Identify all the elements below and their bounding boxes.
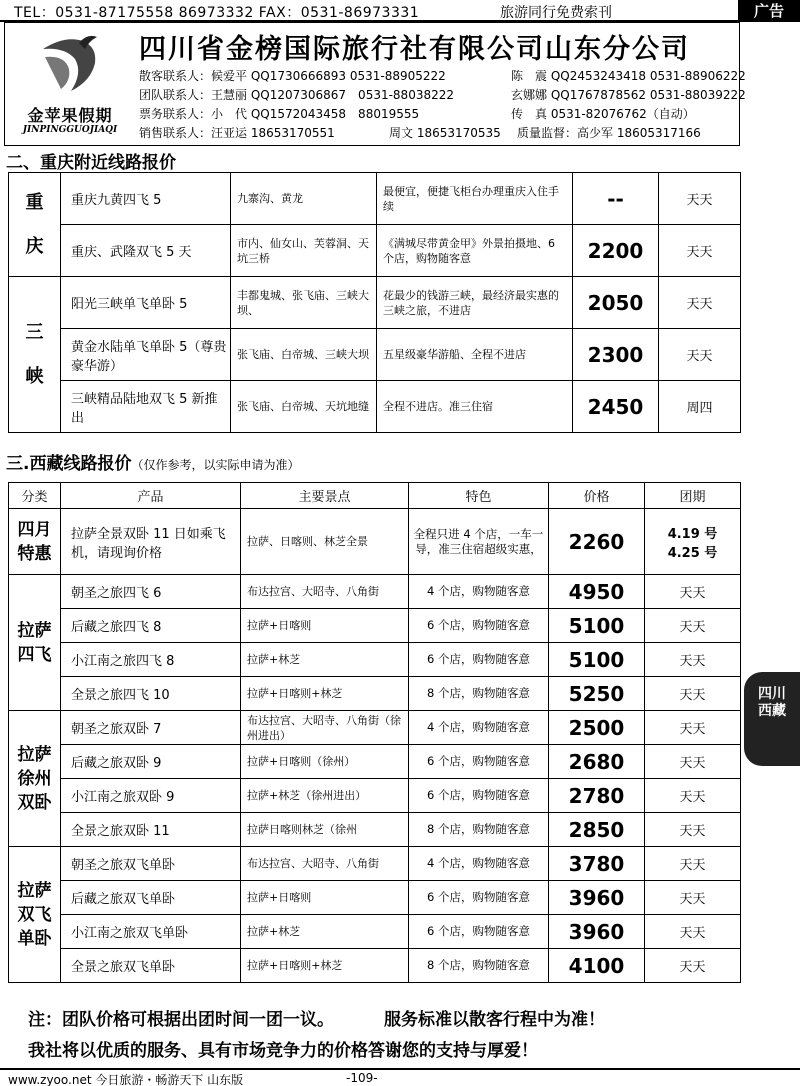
notes	[8, 1005, 740, 1061]
period-cell	[645, 509, 741, 575]
region-label: 拉萨	[17, 620, 52, 641]
feature-cell: 8 个店，购物随客意	[409, 949, 549, 983]
region-label: 徐州	[17, 768, 52, 789]
feature-cell: 4 个店，购物随客意	[409, 847, 549, 881]
contact-entry: 票务联系人：小 代 QQ1572043458 88019555	[139, 107, 420, 121]
tibet-price-table	[8, 482, 741, 983]
feature-cell: 《满城尽带黄金甲》外景拍摄地、6 个店，购物随客意	[377, 225, 573, 277]
contact-row	[139, 67, 746, 86]
top-bar	[0, 0, 800, 22]
region-cell	[9, 847, 61, 983]
spots-cell: 丰都鬼城、张飞庙、三峡大坝、	[231, 277, 377, 329]
period-cell: 天天	[659, 277, 741, 329]
company-header	[4, 22, 746, 146]
product-cell: 后藏之旅双飞单卧	[61, 881, 241, 915]
column-header: 价格	[549, 483, 645, 509]
product-cell: 全景之旅四飞 10	[61, 677, 241, 711]
period-date: 4.25 号	[667, 545, 718, 561]
spots-cell: 张飞庙、白帝城、天坑地缝	[231, 381, 377, 433]
logo-english: JINPINGGUOJIAQI	[22, 125, 118, 135]
contact-row	[139, 86, 746, 105]
period-date: 4.19 号	[667, 526, 718, 542]
table-row	[9, 745, 741, 779]
price-cell: 2260	[549, 509, 645, 575]
price-cell: 2780	[549, 779, 645, 813]
period-cell: 天天	[645, 609, 741, 643]
spots-cell: 拉萨、日喀则、林芝全景	[241, 509, 409, 575]
period-cell: 天天	[659, 329, 741, 381]
ad-badge: 广告	[738, 0, 800, 22]
feature-cell: 全程不进店。准三住宿	[377, 381, 573, 433]
period-cell: 天天	[645, 745, 741, 779]
table-row	[9, 677, 741, 711]
region-label: 双卧	[17, 792, 52, 813]
region-label: 三	[25, 321, 44, 343]
feature-cell: 8 个店，购物随客意	[409, 813, 549, 847]
price-cell: 3780	[549, 847, 645, 881]
price-cell: 2450	[573, 381, 659, 433]
spots-cell: 拉萨日喀则林芝（徐州	[241, 813, 409, 847]
contact-entry: 质量监督：高少军 18605317166	[517, 126, 701, 140]
note-service-standard: 服务标准以散客行程中为准！	[384, 1010, 605, 1030]
footer-site: www.zyoo.net 今日旅游・畅游天下 山东版	[8, 1073, 244, 1086]
table-row	[9, 915, 741, 949]
region-label: 重	[25, 191, 44, 213]
period-cell: 周四	[659, 381, 741, 433]
note-team-price: 注：团队价格可根据出团时间一团一议。	[28, 1010, 334, 1030]
contact-entry: 团队联系人：王慧丽 QQ1207306867 0531-88038222	[139, 88, 455, 102]
side-tab-line: 四川	[758, 686, 786, 702]
column-header: 特色	[409, 483, 549, 509]
product-cell: 小江南之旅双飞单卧	[61, 915, 241, 949]
region-label: 四飞	[17, 644, 52, 665]
region-label: 庆	[25, 235, 44, 257]
price-cell: 2300	[573, 329, 659, 381]
column-header: 主要景点	[241, 483, 409, 509]
region-label: 峡	[25, 365, 44, 387]
spots-cell: 市内、仙女山、芙蓉洞、天坑三桥	[231, 225, 377, 277]
table-row	[9, 329, 741, 381]
price-cell: 2050	[573, 277, 659, 329]
contact-row	[139, 124, 746, 143]
feature-cell: 6 个店，购物随客意	[409, 915, 549, 949]
contact-list	[139, 67, 746, 143]
price-cell: 2500	[549, 711, 645, 745]
product-cell: 重庆、武隆双飞 5 天	[61, 225, 231, 277]
product-cell: 朝圣之旅双卧 7	[61, 711, 241, 745]
region-cell	[9, 711, 61, 847]
feature-cell: 全程只进 4 个店，一车一导，准三住宿超级实惠，	[409, 509, 549, 575]
region-label: 四月	[17, 519, 52, 540]
section-chongqing-title: 二、重庆附近线路报价	[6, 153, 176, 173]
period-cell: 天天	[645, 643, 741, 677]
table-row-special	[9, 509, 741, 575]
column-header: 分类	[9, 483, 61, 509]
product-cell: 阳光三峡单飞单卧 5	[61, 277, 231, 329]
period-cell: 天天	[645, 813, 741, 847]
price-cell: 4100	[549, 949, 645, 983]
feature-cell: 五星级豪华游船、全程不进店	[377, 329, 573, 381]
price-cell: 3960	[549, 915, 645, 949]
side-tab-line: 西藏	[758, 703, 786, 719]
table-row	[9, 381, 741, 433]
product-cell: 黄金水陆单飞单卧 5（尊贵豪华游）	[61, 329, 231, 381]
region-label: 拉萨	[17, 744, 52, 765]
price-cell: 2680	[549, 745, 645, 779]
table-row	[9, 609, 741, 643]
chongqing-price-table	[8, 172, 741, 433]
feature-cell: 花最少的钱游三峡，最经济最实惠的三峡之旅，不进店	[377, 277, 573, 329]
logo	[11, 27, 129, 141]
spots-cell: 九寨沟、黄龙	[231, 173, 377, 225]
period-cell: 天天	[659, 173, 741, 225]
contact-entry: 散客联系人：候爱平 QQ1730666893 0531-88905222	[139, 69, 446, 83]
section-tibet-title	[6, 449, 299, 474]
product-cell: 拉萨全景双卧 11 日如乘飞机，请现询价格	[61, 509, 241, 575]
price-cell: 2200	[573, 225, 659, 277]
period-cell: 天天	[645, 915, 741, 949]
contact-entry: 传 真 0531-82076762（自动）	[511, 107, 695, 121]
product-cell: 三峡精品陆地双飞 5 新推出	[61, 381, 231, 433]
region-label: 单卧	[17, 928, 52, 949]
region-cell	[9, 173, 61, 277]
product-cell: 朝圣之旅双飞单卧	[61, 847, 241, 881]
feature-cell: 4 个店，购物随客意	[409, 711, 549, 745]
spots-cell: 拉萨+日喀则+林芝	[241, 949, 409, 983]
spots-cell: 拉萨+日喀则	[241, 609, 409, 643]
product-cell: 后藏之旅双卧 9	[61, 745, 241, 779]
feature-cell: 8 个店，购物随客意	[409, 677, 549, 711]
logo-chinese: 金苹果假期	[27, 106, 113, 125]
spots-cell: 拉萨+日喀则	[241, 881, 409, 915]
table-row	[9, 881, 741, 915]
region-label: 特惠	[17, 543, 52, 564]
spots-cell: 布达拉宫、大昭寺、八角街	[241, 847, 409, 881]
note-thanks: 我社将以优质的服务、具有市场竞争力的价格答谢您的支持与厚爱！	[28, 1041, 538, 1061]
product-cell: 小江南之旅双卧 9	[61, 779, 241, 813]
price-cell: 5250	[549, 677, 645, 711]
period-cell: 天天	[659, 225, 741, 277]
product-cell: 小江南之旅四飞 8	[61, 643, 241, 677]
region-cell	[9, 277, 61, 433]
column-header: 团期	[645, 483, 741, 509]
table-row	[9, 575, 741, 609]
spots-cell: 布达拉宫、大昭寺、八角街（徐州进出）	[241, 711, 409, 745]
contact-entry: 周文 18653170535	[389, 126, 501, 140]
column-header: 产品	[61, 483, 241, 509]
feature-cell: 6 个店，购物随客意	[409, 779, 549, 813]
feature-cell: 6 个店，购物随客意	[409, 745, 549, 779]
table-row	[9, 847, 741, 881]
region-cell	[9, 575, 61, 711]
period-cell: 天天	[645, 779, 741, 813]
price-cell: 2850	[549, 813, 645, 847]
price-cell: 5100	[549, 643, 645, 677]
table-row	[9, 813, 741, 847]
page-number: -109-	[346, 1071, 378, 1085]
feature-cell: 4 个店，购物随客意	[409, 575, 549, 609]
price-cell: --	[573, 173, 659, 225]
contact-entry: 玄娜娜 QQ1767878562 0531-88039222	[511, 88, 746, 102]
contact-row	[139, 105, 746, 124]
region-label: 拉萨	[17, 880, 52, 901]
table-row	[9, 711, 741, 745]
period-cell: 天天	[645, 881, 741, 915]
feature-cell: 6 个店，购物随客意	[409, 609, 549, 643]
section-tibet-note: （仅作参考，以实际申请为准）	[131, 458, 300, 472]
spots-cell: 拉萨+林芝（徐州进出）	[241, 779, 409, 813]
price-cell: 5100	[549, 609, 645, 643]
product-cell: 后藏之旅四飞 8	[61, 609, 241, 643]
region-label: 双飞	[17, 904, 52, 925]
period-cell: 天天	[645, 949, 741, 983]
table-row	[9, 225, 741, 277]
free-index-label: 旅游同行免费索刊	[500, 5, 612, 21]
feature-cell: 6 个店，购物随客意	[409, 643, 549, 677]
contact-entry: 陈 震 QQ2453243418 0531-88906222	[511, 69, 746, 83]
product-cell: 朝圣之旅四飞 6	[61, 575, 241, 609]
product-cell: 全景之旅双卧 11	[61, 813, 241, 847]
product-cell: 重庆九黄四飞 5	[61, 173, 231, 225]
table-row	[9, 949, 741, 983]
header-contact: TEL：0531-87175558 86973332 FAX：0531-86973331	[14, 5, 420, 21]
footer	[0, 1068, 800, 1086]
price-cell: 3960	[549, 881, 645, 915]
spots-cell: 布达拉宫、大昭寺、八角街	[241, 575, 409, 609]
bird-logo-icon	[35, 29, 105, 99]
feature-cell: 6 个店，购物随客意	[409, 881, 549, 915]
table-row	[9, 779, 741, 813]
table-row	[9, 643, 741, 677]
product-cell: 全景之旅双飞单卧	[61, 949, 241, 983]
side-tab-sichuan-tibet	[744, 672, 800, 766]
period-cell: 天天	[645, 711, 741, 745]
table-row	[9, 173, 741, 225]
spots-cell: 拉萨+日喀则+林芝	[241, 677, 409, 711]
region-cell	[9, 509, 61, 575]
feature-cell: 最便宜，便捷飞柜台办理重庆入住手续	[377, 173, 573, 225]
price-cell: 4950	[549, 575, 645, 609]
spots-cell: 拉萨+日喀则（徐州）	[241, 745, 409, 779]
period-cell: 天天	[645, 847, 741, 881]
contact-entry: 销售联系人：汪亚运 18653170551	[139, 126, 335, 140]
period-cell: 天天	[645, 677, 741, 711]
section-tibet-heading: 三.西藏线路报价	[6, 454, 132, 474]
spots-cell: 拉萨+林芝	[241, 643, 409, 677]
table-row	[9, 277, 741, 329]
spots-cell: 张飞庙、白帝城、三峡大坝	[231, 329, 377, 381]
period-cell: 天天	[645, 575, 741, 609]
spots-cell: 拉萨+林芝	[241, 915, 409, 949]
company-name: 四川省金榜国际旅行社有限公司山东分公司	[139, 34, 690, 65]
